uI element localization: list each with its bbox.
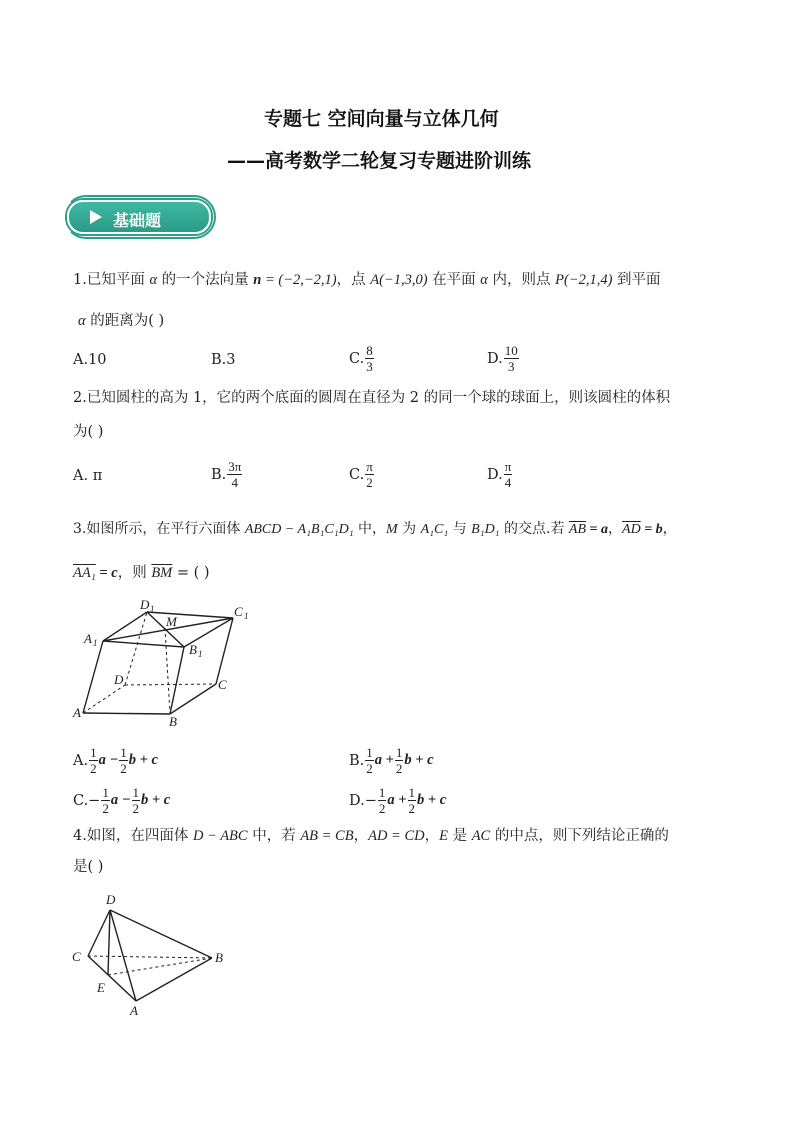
- q4-text: 的中点，则下列结论正确的: [490, 828, 669, 844]
- q3-option-c[interactable]: [73, 785, 170, 816]
- vector-eq: = a: [586, 522, 609, 537]
- numerator: 1: [395, 745, 403, 760]
- edge-c-c1: [216, 618, 233, 684]
- numerator: 1: [366, 745, 373, 760]
- option-text: A.10: [73, 352, 107, 368]
- fraction: [89, 745, 98, 776]
- option-term: a −: [98, 752, 119, 768]
- option-text: B.3: [211, 352, 236, 368]
- q2-option-a[interactable]: [73, 468, 102, 484]
- q2-option-c[interactable]: [349, 459, 375, 490]
- option-prefix: D.−: [349, 792, 377, 809]
- label-b1: B: [189, 642, 197, 657]
- fraction: [365, 343, 374, 374]
- hidden-edge-d-d1: [125, 612, 147, 685]
- question-4-line-1: [73, 826, 669, 846]
- alpha-symbol: α: [480, 272, 488, 288]
- denominator: 2: [120, 761, 127, 776]
- q3-option-b[interactable]: [349, 745, 434, 776]
- segment-ac: AC: [471, 828, 491, 844]
- edge-b-c: [170, 684, 216, 714]
- tetrahedron-figure: [68, 890, 238, 1020]
- denominator: 2: [132, 801, 140, 816]
- fraction: [101, 785, 110, 816]
- option-term: a −: [110, 792, 131, 808]
- q1-text: ，点: [336, 272, 371, 288]
- segment-a1c1: A₁C₁: [420, 522, 449, 537]
- denominator: 3: [366, 359, 373, 374]
- option-term: b + c: [404, 752, 434, 768]
- label-d: D: [106, 892, 116, 907]
- q3-text: 与: [448, 521, 472, 537]
- edge-a-b: [83, 713, 170, 714]
- denominator: 2: [378, 801, 386, 816]
- option-prefix: A.: [73, 752, 89, 769]
- option-term: a +: [387, 792, 407, 808]
- denominator: 2: [366, 475, 373, 490]
- q3-text: 为: [397, 521, 421, 537]
- numerator: 1: [408, 785, 416, 800]
- q1-option-d[interactable]: [487, 343, 520, 374]
- vector-bm: $\overline{BM}$: [151, 565, 173, 581]
- vector-aa1: AA₁: [73, 565, 96, 581]
- q3-text: ，: [608, 521, 623, 537]
- option-prefix: C.: [349, 466, 365, 483]
- denominator: 4: [504, 475, 512, 490]
- parallelepiped-figure: [70, 596, 270, 732]
- section-label: 基础题: [113, 211, 162, 230]
- label-m: M: [166, 614, 177, 629]
- question-4-line-2: 是( ): [73, 859, 104, 875]
- normal-vector-value: = (−2,−2,1): [261, 272, 337, 288]
- q1-text: 内，则点: [487, 272, 556, 288]
- q3-text: 的交点.若: [499, 521, 569, 537]
- condition-2: AD = CD: [368, 828, 425, 844]
- q3-text: ，则: [117, 565, 152, 581]
- fraction: [378, 785, 387, 816]
- label-d1: D: [140, 597, 150, 612]
- alpha-symbol: α: [78, 313, 86, 329]
- page-title: 专题七 空间向量与立体几何: [264, 108, 499, 130]
- edge-a1-b1: [103, 641, 184, 647]
- hidden-edge-d-c: [125, 684, 216, 685]
- label-sub: 1: [198, 649, 203, 659]
- option-prefix: C.: [349, 350, 365, 367]
- label-c1: C: [234, 604, 243, 619]
- q4-text: ，: [424, 828, 440, 844]
- question-3-line-1: [73, 519, 677, 540]
- q1-option-b[interactable]: [211, 352, 236, 368]
- q2-option-b[interactable]: [211, 459, 243, 490]
- label-sub: 1: [93, 638, 98, 648]
- tetrahedron-name: D − ABC: [192, 828, 248, 844]
- q3-text: = ( ): [172, 565, 210, 581]
- normal-vector: n: [253, 272, 262, 288]
- section-badge: [64, 195, 218, 241]
- question-3-line-2: [73, 563, 210, 583]
- denominator: 2: [90, 761, 97, 776]
- hidden-segment-m-b: [165, 628, 170, 714]
- fraction: [132, 785, 141, 816]
- vector-ad: $\overline{AD}$: [622, 522, 641, 537]
- question-1-line-2: [78, 311, 164, 331]
- q1-text: 1.已知平面: [73, 272, 150, 288]
- option-prefix: B.: [349, 752, 365, 769]
- label-sub: 1: [244, 611, 249, 621]
- option-prefix: B.: [211, 466, 227, 483]
- point-p: P(−2,1,4): [555, 272, 613, 288]
- q4-text: 中，若: [247, 828, 301, 844]
- denominator: 4: [231, 475, 239, 490]
- label-a: A: [73, 705, 81, 720]
- q3-text: 中，: [353, 521, 387, 537]
- badge-pill: [67, 200, 211, 234]
- q1-option-c[interactable]: [349, 343, 375, 374]
- denominator: 2: [395, 761, 403, 776]
- edge-d-b: [110, 910, 212, 958]
- option-term: b + c: [417, 792, 447, 808]
- q3-text: ，: [662, 521, 677, 537]
- edge-d1-c1: [147, 612, 233, 618]
- fraction: [119, 745, 128, 776]
- solid-name: ABCD − A₁B₁C₁D₁: [244, 522, 354, 537]
- label-b: B: [169, 714, 177, 729]
- fraction: [365, 745, 374, 776]
- numerator: 1: [102, 785, 109, 800]
- denominator: 2: [366, 761, 373, 776]
- q1-text: 的一个法向量: [157, 272, 254, 288]
- fraction: [504, 343, 519, 374]
- denominator: 3: [507, 359, 515, 374]
- numerator: 1: [120, 745, 127, 760]
- label-c: C: [218, 677, 227, 692]
- q2-option-d[interactable]: [487, 459, 513, 490]
- option-term: b + c: [128, 752, 158, 768]
- fraction: [408, 785, 417, 816]
- vector-eq: = b: [640, 522, 663, 537]
- option-term: b + c: [141, 792, 171, 808]
- label-a: A: [130, 1003, 138, 1018]
- q1-text: 在平面: [427, 272, 481, 288]
- question-2-line-1: 2.已知圆柱的高为 1，它的两个底面的圆周在直径为 2 的同一个球的球面上，则该圆柱的体积: [73, 390, 671, 406]
- alpha-symbol: α: [149, 272, 158, 288]
- numerator: 3π: [228, 459, 242, 474]
- denominator: 2: [102, 801, 109, 816]
- numerator: 8: [366, 343, 373, 358]
- question-1-line-1: [73, 270, 661, 290]
- point-m: M: [386, 522, 398, 537]
- q1-option-a[interactable]: [73, 352, 107, 368]
- numerator: 1: [378, 785, 386, 800]
- numerator: 1: [90, 745, 97, 760]
- fraction: [227, 459, 242, 490]
- q3-option-a[interactable]: [73, 745, 158, 776]
- numerator: 1: [132, 785, 140, 800]
- q4-text: ，: [353, 828, 369, 844]
- option-prefix: D.: [487, 350, 503, 367]
- point-a: A(−1,3,0): [370, 272, 428, 288]
- fraction: [504, 459, 513, 490]
- label-e: E: [97, 980, 105, 995]
- vector-ab: $\overline{AB}$: [568, 522, 587, 537]
- option-prefix: D.: [487, 466, 503, 483]
- segment-d-e: [108, 910, 110, 975]
- q3-option-d[interactable]: [349, 785, 446, 816]
- fraction: [365, 459, 374, 490]
- numerator: 10: [504, 343, 518, 358]
- vector-eq: = c: [95, 565, 118, 581]
- label-b: B: [215, 950, 223, 965]
- q1-text: 的距离为( ): [85, 313, 165, 329]
- hidden-edge-c-b: [88, 956, 212, 958]
- question-2-line-2: 为( ): [73, 424, 104, 440]
- condition-1: AB = CB: [300, 828, 354, 844]
- label-sub: 1: [150, 604, 155, 614]
- option-prefix: C.−: [73, 792, 101, 809]
- fraction: [395, 745, 404, 776]
- option-text: A. π: [73, 468, 103, 484]
- label-c: C: [72, 949, 81, 964]
- point-e: E: [439, 828, 448, 844]
- q1-text: 到平面: [612, 272, 661, 288]
- option-term: a +: [374, 752, 394, 768]
- edge-b-b1: [170, 647, 184, 714]
- play-icon: [90, 210, 102, 224]
- edge-d-c: [88, 910, 110, 956]
- edge-d-a: [110, 910, 136, 1001]
- numerator: π: [504, 459, 512, 474]
- numerator: π: [366, 459, 373, 474]
- denominator: 2: [408, 801, 416, 816]
- page-subtitle: ——高考数学二轮复习专题进阶训练: [227, 150, 532, 172]
- label-a1: A: [84, 631, 92, 646]
- edge-c-a: [88, 956, 136, 1001]
- label-d: D: [114, 672, 124, 687]
- q4-text: 4.如图，在四面体: [73, 828, 193, 844]
- q3-text: 3.如图所示，在平行六面体: [73, 521, 245, 537]
- segment-b1d1: B₁D₁: [471, 522, 500, 537]
- q4-text: 是: [447, 828, 472, 844]
